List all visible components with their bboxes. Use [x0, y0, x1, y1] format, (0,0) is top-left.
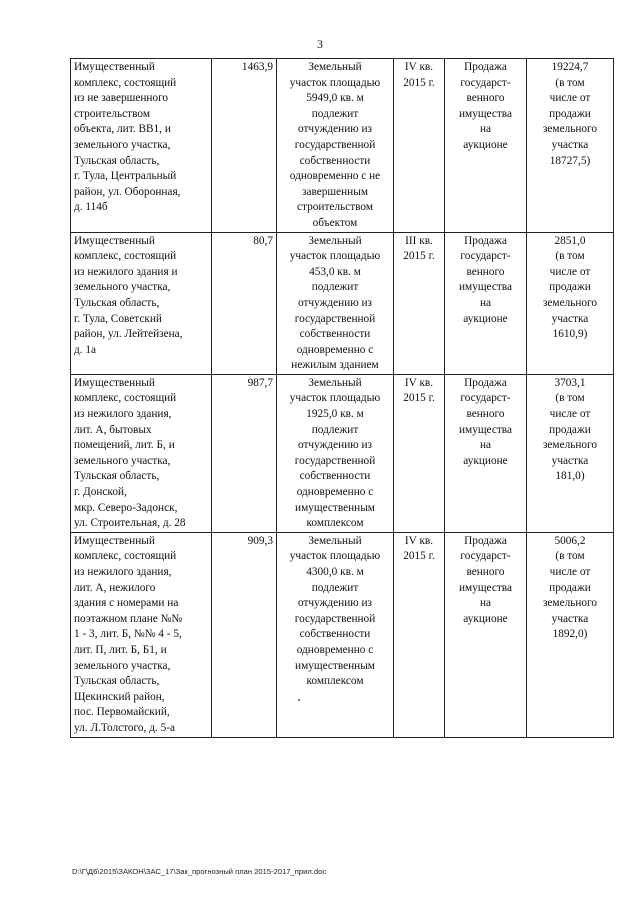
cell-text-line: Имущественный — [74, 234, 155, 247]
cell-text-line: Тульская область, — [74, 154, 160, 167]
land-plot-cell — [277, 374, 394, 532]
cell-text-line: участок площадью — [289, 250, 381, 263]
cell-text-line: числе от — [549, 408, 591, 421]
cell-text-line: 18727,5) — [549, 154, 591, 167]
cell-text-line: 453,0 кв. м — [309, 265, 361, 278]
cell-text-line: государственной — [294, 312, 376, 325]
cell-text-line: (в том — [555, 76, 585, 89]
cell-text-line: государственной — [294, 612, 376, 625]
cell-text-line: имущественным — [295, 659, 375, 672]
cell-text-line: на — [479, 296, 492, 309]
cell-text-line: земельного — [542, 439, 598, 452]
cell-text-line: отчуждению из — [297, 123, 373, 136]
cell-text-line: имущества — [459, 281, 512, 294]
period-cell — [394, 374, 445, 532]
cell-text-line: венного — [466, 566, 505, 578]
cell-text-line: участок площадью — [289, 76, 381, 89]
cell-text-line: Имущественный — [74, 61, 155, 73]
period-cell — [394, 232, 445, 374]
cell-text-line: собственности — [299, 328, 371, 341]
cell-text-line: III кв. — [405, 234, 433, 247]
area-cell: 1463,9 — [212, 59, 277, 233]
cell-text-line: отчуждению из — [297, 597, 373, 610]
area-cell: 909,3 — [212, 532, 277, 737]
cell-text-line: лит. П, лит. Б, Б1, и — [74, 643, 167, 656]
cell-text-line: подлежит — [311, 281, 359, 294]
cell-text-line: 1610,9) — [552, 328, 588, 341]
cell-text-line: подлежит — [311, 581, 359, 594]
period-cell — [394, 532, 445, 737]
cell-text-line: 2851,0 — [554, 234, 586, 247]
cell-text-line: 5949,0 кв. м — [306, 92, 364, 105]
cell-text-line: объектом — [312, 216, 358, 229]
object-description-cell — [71, 374, 212, 532]
cell-text-line: д. 114б — [74, 201, 108, 214]
page-number: 3 — [317, 37, 323, 51]
cell-text-line: 19224,7 — [551, 61, 589, 73]
cell-text-line: IV кв. — [404, 61, 434, 73]
cell-text-line: строительством — [297, 201, 373, 214]
cell-text-line: Тульская область, — [74, 296, 160, 309]
cell-text-line: 3703,1 — [554, 376, 586, 389]
cell-text-line: Продажа — [464, 61, 507, 73]
cell-text-line: собственности — [299, 154, 371, 167]
cell-text-line: Имущественный — [74, 534, 155, 547]
amount-cell — [527, 532, 614, 737]
cell-text-line: из нежилого здания и — [74, 265, 178, 278]
cell-text-line: государст- — [460, 392, 511, 405]
cell-text-line: комплекс, состоящий — [74, 76, 177, 89]
cell-text-line: район, ул. Лейтейзена, — [74, 328, 183, 341]
cell-text-line: поэтажном плане №№ — [74, 612, 183, 625]
cell-text-line: имущества — [459, 581, 512, 594]
table-row — [71, 59, 614, 233]
cell-text-line: одновременно с — [296, 343, 374, 356]
cell-text-line: Продажа — [464, 376, 507, 389]
cell-text-line: земельного — [542, 296, 598, 309]
cell-text-line: участок площадью — [289, 550, 381, 563]
cell-text-line: Продажа — [464, 234, 507, 247]
cell-text-line: подлежит — [311, 107, 359, 120]
cell-text-line: 5006,2 — [554, 534, 586, 547]
cell-text-line: имущества — [459, 107, 512, 120]
cell-text-line: 1 - 3, лит. Б, №№ 4 - 5, — [74, 628, 182, 641]
cell-text-line: 1925,0 кв. м — [306, 408, 364, 421]
cell-text-line: лит. А, бытовых — [74, 423, 152, 436]
cell-text-line: аукционе — [463, 138, 508, 151]
cell-text-line: комплекс, состоящий — [74, 392, 177, 405]
cell-text-line: ул. Строительная, д. 28 — [74, 517, 186, 530]
cell-text-line: Земельный — [308, 534, 362, 547]
privatization-method-cell — [445, 374, 527, 532]
cell-text-line: одновременно с — [296, 486, 374, 499]
cell-text-line: (в том — [555, 250, 585, 263]
area-cell: 987,7 — [212, 374, 277, 532]
cell-text-line: д. 1а — [74, 343, 97, 356]
cell-text-line: комплекс, состоящий — [74, 550, 177, 563]
cell-text-line: участка — [551, 612, 589, 625]
amount-cell — [527, 232, 614, 374]
cell-text-line: лит. А, нежилого — [74, 581, 156, 594]
cell-text-line: г. Тула, Советский — [74, 312, 162, 325]
cell-text-line: г. Донской, — [74, 486, 127, 499]
table-row — [71, 374, 614, 532]
cell-text-line: ул. Л.Толстого, д. 5-а — [74, 721, 176, 734]
cell-text-line: государст- — [460, 250, 511, 263]
object-description-cell — [71, 232, 212, 374]
cell-text-line: участок площадью — [289, 392, 381, 405]
cell-text-line: продажи — [549, 107, 591, 120]
cell-text-line: 4300,0 кв. м — [306, 566, 364, 578]
cell-text-line: аукционе — [463, 454, 508, 467]
cell-text-line: Земельный — [308, 234, 362, 247]
cell-text-line: Земельный — [308, 61, 362, 73]
cell-text-line: район, ул. Оборонная, — [74, 185, 181, 198]
cell-text-line: собственности — [299, 628, 371, 641]
cell-text-line: 2015 г. — [403, 76, 435, 89]
cell-text-line: земельного — [542, 597, 598, 610]
amount-cell — [527, 374, 614, 532]
cell-text-line: венного — [466, 92, 505, 105]
cell-text-line: на — [479, 439, 492, 452]
cell-text-line: 2015 г. — [403, 392, 435, 405]
cell-text-line: отчуждению из — [297, 439, 373, 452]
cell-text-line: венного — [466, 408, 505, 421]
land-plot-cell — [277, 532, 394, 737]
cell-text-line: продажи — [549, 423, 591, 436]
cell-text-line: 2015 г. — [403, 250, 435, 263]
privatization-method-cell — [445, 232, 527, 374]
privatization-method-cell — [445, 532, 527, 737]
cell-text-line: завершенным — [302, 185, 368, 198]
cell-text-line: IV кв. — [404, 376, 434, 389]
cell-text-line: одновременно с — [296, 643, 374, 656]
cell-text-line: пос. Первомайский, — [74, 706, 170, 719]
cell-text-line: государственной — [294, 454, 376, 467]
cell-text-line: Тульская область, — [74, 675, 160, 688]
cell-text-line: венного — [466, 265, 505, 278]
cell-text-line: (в том — [555, 550, 585, 563]
cell-text-line: 181,0) — [555, 470, 585, 483]
period-cell — [394, 59, 445, 233]
cell-text-line: государст- — [460, 550, 511, 563]
cell-text-line: комплексом — [306, 675, 364, 688]
property-table-body — [71, 59, 614, 738]
cell-text-line: на — [479, 123, 492, 136]
cell-text-line: Имущественный — [74, 376, 155, 389]
cell-text-line: Щекинский район, — [74, 690, 165, 703]
cell-text-line: здания с номерами на — [74, 597, 179, 610]
cell-text-line: из нежилого здания, — [74, 408, 172, 421]
property-table — [70, 58, 614, 738]
cell-text-line: объекта, лит. ВВ1, и — [74, 123, 171, 136]
cell-text-line: Продажа — [464, 534, 507, 547]
cell-text-line: отчуждению из — [297, 296, 373, 309]
cell-text-line: аукционе — [463, 312, 508, 325]
cell-text-line: мкр. Северо-Задонск, — [74, 501, 178, 514]
cell-text-line: одновременно с не — [289, 170, 381, 183]
area-cell: 80,7 — [212, 232, 277, 374]
document-file-path: D:\Г\Д6\2015\ЗАКОН\ЗАС_17\Зак_прогнозный план 2015-2017_прил.doc — [72, 867, 327, 876]
cell-text-line: Тульская область, — [74, 470, 160, 483]
cell-text-line: государст- — [460, 76, 511, 89]
cell-text-line: IV кв. — [404, 534, 434, 547]
land-plot-cell — [277, 232, 394, 374]
cell-text-line: земельного участка, — [74, 138, 171, 151]
scan-dot — [298, 699, 300, 701]
cell-text-line: помещений, лит. Б, и — [74, 439, 175, 452]
cell-text-line: (в том — [555, 392, 585, 405]
cell-text-line: подлежит — [311, 423, 359, 436]
cell-text-line: имущественным — [295, 501, 375, 514]
cell-text-line: продажи — [549, 281, 591, 294]
cell-text-line: участка — [551, 312, 589, 325]
cell-text-line: земельного участка, — [74, 281, 171, 294]
cell-text-line: комплекс, состоящий — [74, 250, 177, 263]
cell-text-line: комплексом — [306, 517, 364, 530]
cell-text-line: числе от — [549, 92, 591, 105]
cell-text-line: 1892,0) — [552, 628, 588, 641]
table-row — [71, 532, 614, 737]
cell-text-line: продажи — [549, 581, 591, 594]
cell-text-line: государственной — [294, 138, 376, 151]
table-row — [71, 232, 614, 374]
cell-text-line: аукционе — [463, 612, 508, 625]
cell-text-line: из не завершенного — [74, 92, 169, 105]
cell-text-line: собственности — [299, 470, 371, 483]
cell-text-line: земельного — [542, 123, 598, 136]
cell-text-line: на — [479, 597, 492, 610]
cell-text-line: числе от — [549, 566, 591, 578]
cell-text-line: участка — [551, 454, 589, 467]
cell-text-line: г. Тула, Центральный — [74, 170, 177, 183]
privatization-method-cell — [445, 59, 527, 233]
cell-text-line: нежилым зданием — [291, 359, 379, 372]
amount-cell — [527, 59, 614, 233]
cell-text-line: имущества — [459, 423, 512, 436]
cell-text-line: земельного участка, — [74, 659, 171, 672]
cell-text-line: числе от — [549, 265, 591, 278]
cell-text-line: 2015 г. — [403, 550, 435, 563]
cell-text-line: Земельный — [308, 376, 362, 389]
cell-text-line: земельного участка, — [74, 454, 171, 467]
land-plot-cell — [277, 59, 394, 233]
cell-text-line: из нежилого здания, — [74, 566, 172, 578]
cell-text-line: строительством — [74, 107, 150, 120]
object-description-cell — [71, 59, 212, 233]
cell-text-line: участка — [551, 138, 589, 151]
object-description-cell — [71, 532, 212, 737]
